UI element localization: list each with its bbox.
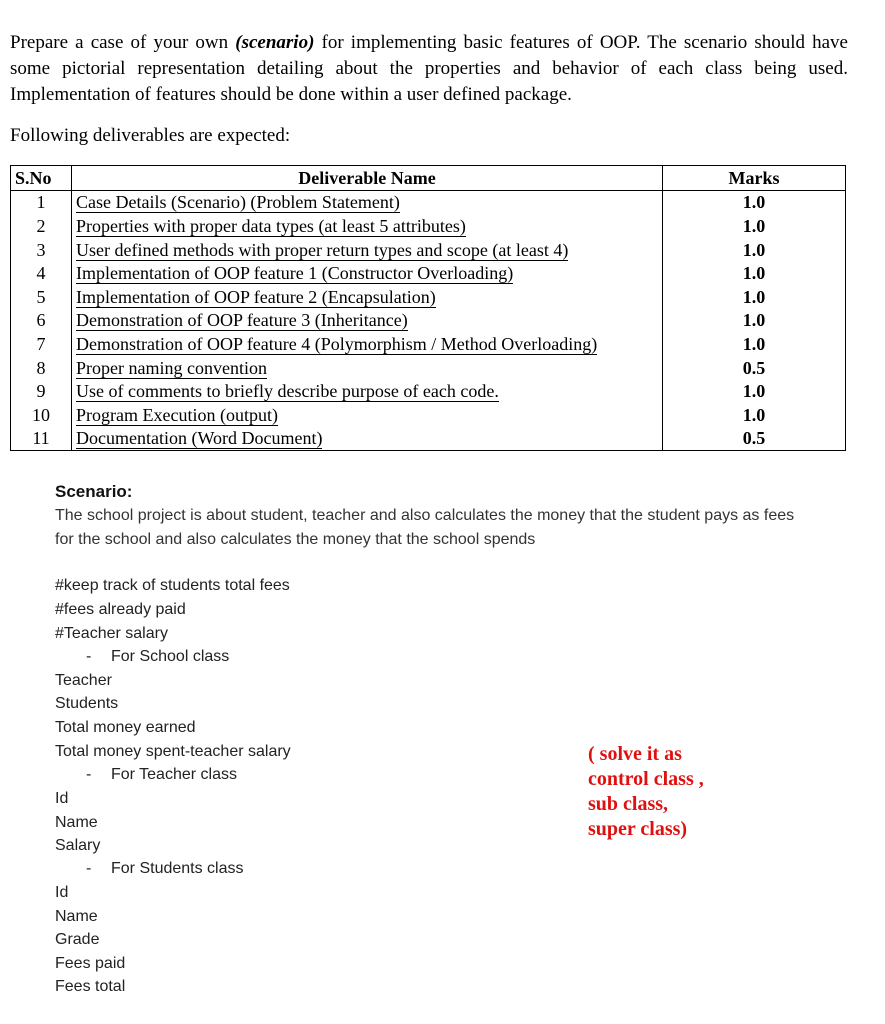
student-field: Name	[55, 908, 98, 925]
intro-paragraph	[10, 30, 848, 108]
comment-line: #Teacher salary	[55, 625, 168, 642]
row-sno: 5	[11, 285, 72, 309]
row-deliverable-text: Properties with proper data types (at least 5 attributes)	[76, 215, 466, 236]
school-class-heading-text: For School class	[111, 648, 230, 665]
row-marks: 1.0	[663, 214, 846, 238]
row-sno: 2	[11, 214, 72, 238]
row-marks: 1.0	[663, 309, 846, 333]
table-row	[11, 214, 846, 238]
row-deliverable-text: Use of comments to briefly describe purpose of each code.	[76, 381, 499, 402]
school-field: Students	[55, 695, 119, 712]
row-deliverable-text: Proper naming convention	[76, 357, 267, 378]
note-line: super class)	[588, 818, 688, 840]
row-deliverable-name	[72, 238, 663, 262]
row-deliverable-text: User defined methods with proper return types and scope (at least 4)	[76, 239, 569, 260]
scenario-text: The school project is about student, teacher and also calculates the money that the student pays as fees for the school and also calculates the money that the school spends	[55, 507, 795, 548]
student-field: Fees paid	[55, 955, 126, 972]
teacher-field: Salary	[55, 837, 101, 854]
student-field: Fees total	[55, 978, 126, 995]
row-marks: 1.0	[663, 379, 846, 403]
deliverables-intro: Following deliverables are expected:	[10, 125, 291, 146]
row-deliverable-name	[72, 190, 663, 214]
red-note	[588, 742, 704, 842]
teacher-class-heading-text: For Teacher class	[111, 766, 237, 783]
row-sno: 3	[11, 238, 72, 262]
row-deliverable-name	[72, 379, 663, 403]
table-row	[11, 190, 846, 214]
row-marks: 1.0	[663, 332, 846, 356]
row-deliverable-text: Documentation (Word Document)	[76, 428, 323, 449]
intro-text-2: for implementing basic features of OOP. The scenario should have some pictorial representation detailing about the properties and behavior of each class being used. Implementation of features should be done within a user defined package.	[10, 32, 848, 105]
row-deliverable-name	[72, 214, 663, 238]
row-deliverable-name	[72, 403, 663, 427]
row-deliverable-text: Case Details (Scenario) (Problem Statement)	[76, 192, 400, 213]
table-row	[11, 427, 846, 451]
students-class-heading	[86, 857, 244, 881]
row-sno: 8	[11, 356, 72, 380]
teacher-field: Id	[55, 790, 69, 807]
row-sno: 10	[11, 403, 72, 427]
student-field: Id	[55, 884, 69, 901]
row-marks: 1.0	[663, 285, 846, 309]
comment-line: #keep track of students total fees	[55, 577, 290, 594]
bullet-dash: -	[86, 860, 92, 877]
row-sno: 7	[11, 332, 72, 356]
deliverables-table	[10, 165, 846, 451]
row-marks: 1.0	[663, 190, 846, 214]
table-header-row	[11, 166, 846, 191]
row-marks: 0.5	[663, 356, 846, 380]
intro-text-1: Prepare a case of your own	[10, 32, 236, 53]
table-row	[11, 403, 846, 427]
scenario-title: Scenario:	[55, 482, 133, 501]
row-deliverable-name	[72, 427, 663, 451]
row-deliverable-text: Implementation of OOP feature 2 (Encapsulation)	[76, 286, 436, 307]
row-deliverable-text: Implementation of OOP feature 1 (Constructor Overloading)	[76, 263, 514, 284]
note-line: control class ,	[588, 768, 704, 790]
header-marks: Marks	[663, 166, 846, 191]
row-deliverable-name	[72, 285, 663, 309]
row-deliverable-name	[72, 309, 663, 333]
intro-emphasis: (scenario)	[235, 32, 315, 53]
teacher-field: Name	[55, 814, 98, 831]
deliverables-table-body	[11, 166, 846, 451]
row-sno: 4	[11, 261, 72, 285]
table-row	[11, 379, 846, 403]
teacher-class-heading	[86, 763, 237, 787]
header-sno: S.No	[11, 166, 72, 191]
school-field: Total money spent-teacher salary	[55, 743, 291, 760]
note-line: ( solve it as	[588, 743, 682, 765]
row-deliverable-name	[72, 332, 663, 356]
school-field: Teacher	[55, 672, 112, 689]
row-sno: 11	[11, 427, 72, 451]
table-row	[11, 332, 846, 356]
school-field: Total money earned	[55, 719, 196, 736]
table-row	[11, 285, 846, 309]
row-deliverable-name	[72, 356, 663, 380]
table-row	[11, 238, 846, 262]
row-deliverable-text: Program Execution (output)	[76, 404, 278, 425]
row-sno: 1	[11, 190, 72, 214]
row-sno: 9	[11, 379, 72, 403]
row-marks: 0.5	[663, 427, 846, 451]
student-field: Grade	[55, 931, 100, 948]
school-class-heading	[86, 645, 229, 669]
bullet-dash: -	[86, 648, 92, 665]
row-marks: 1.0	[663, 403, 846, 427]
row-marks: 1.0	[663, 261, 846, 285]
note-line: sub class,	[588, 793, 669, 815]
students-class-heading-text: For Students class	[111, 860, 244, 877]
row-deliverable-name	[72, 261, 663, 285]
row-deliverable-text: Demonstration of OOP feature 3 (Inheritance)	[76, 310, 408, 331]
table-row	[11, 261, 846, 285]
header-deliverable-name: Deliverable Name	[72, 166, 663, 191]
table-row	[11, 309, 846, 333]
comment-line: #fees already paid	[55, 601, 186, 618]
table-row	[11, 356, 846, 380]
bullet-dash: -	[86, 766, 92, 783]
row-sno: 6	[11, 309, 72, 333]
row-marks: 1.0	[663, 238, 846, 262]
row-deliverable-text: Demonstration of OOP feature 4 (Polymorphism / Method Overloading)	[76, 333, 598, 354]
